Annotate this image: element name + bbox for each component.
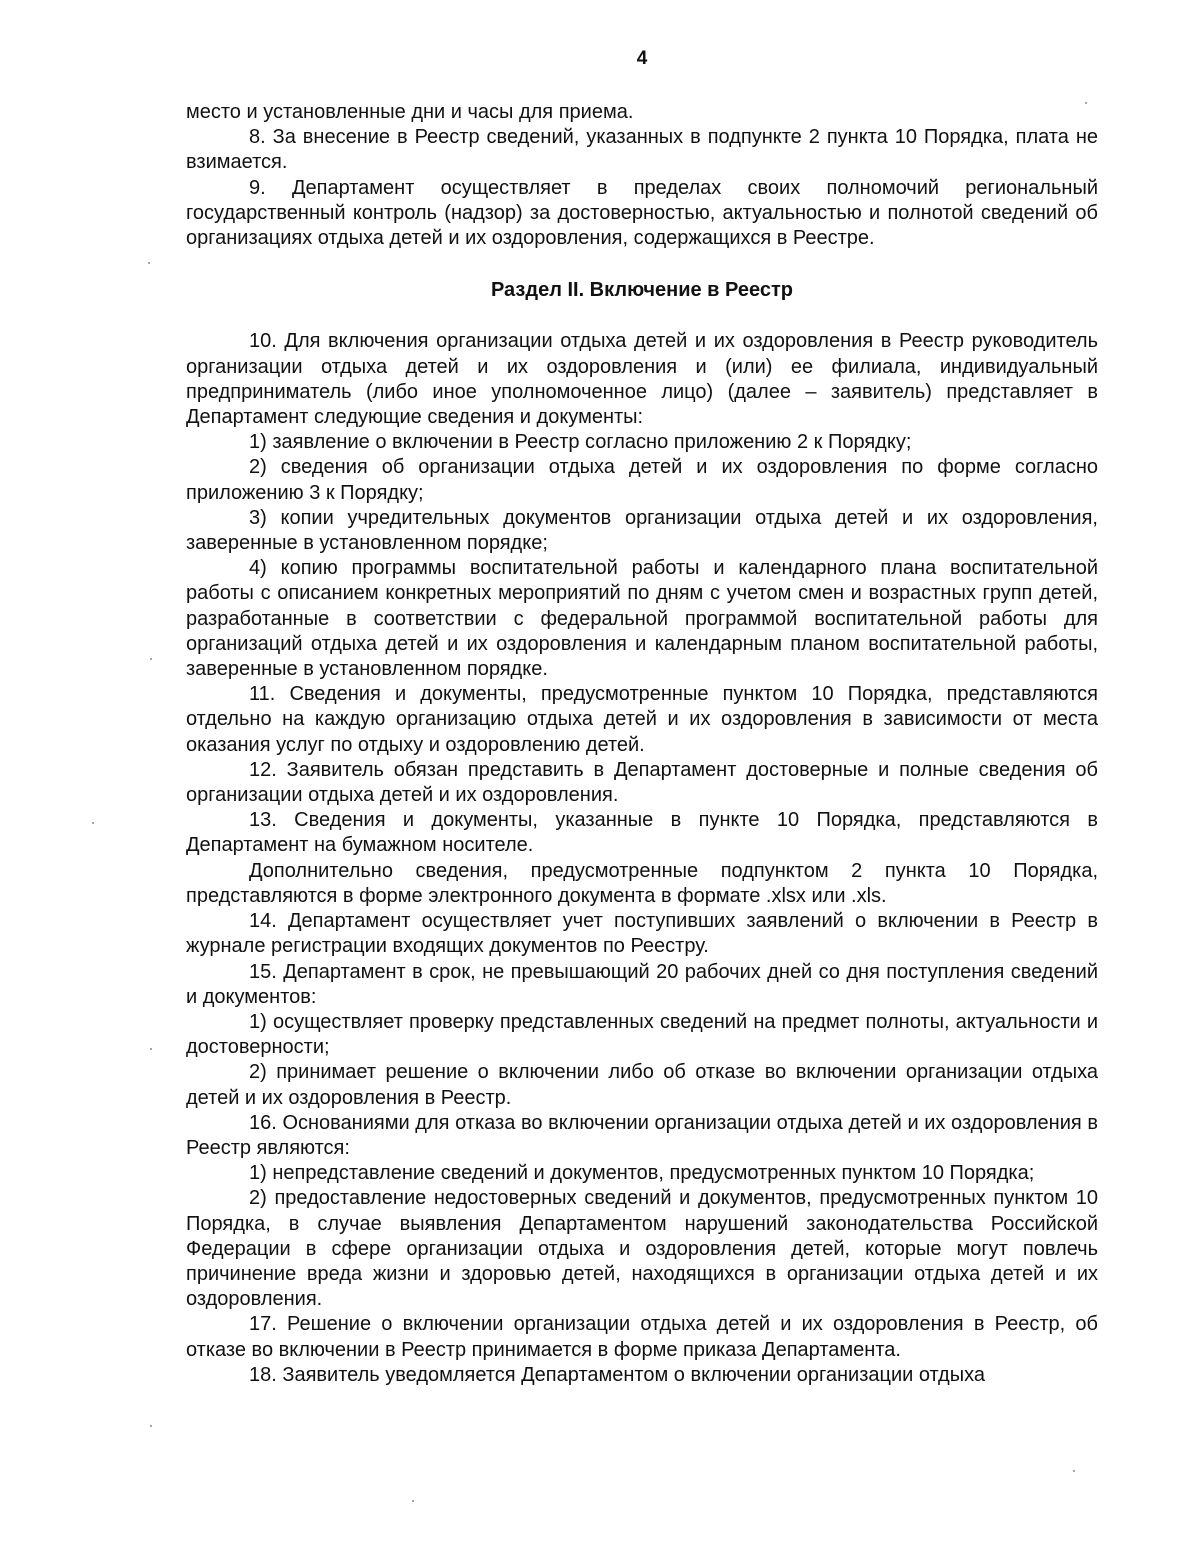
scan-speck [150, 1425, 152, 1427]
paragraph-18: 18. Заявитель уведомляется Департаментом о включении организации отдыха [249, 1363, 985, 1386]
paragraph-14: 14. Департамент осуществляет учет поступивших заявлений о включении в Реестр в журнале регистрации входящих документов по Реестру. [186, 910, 1098, 958]
scan-speck [148, 262, 150, 264]
paragraph-10-item-4: 4) копию программы воспитательной работы и календарного плана воспитательной работы с описанием конкретных мероприятий по дням с учетом смен и возрастных групп детей, разработанные в соответствии с федеральной программой воспитательной работы для организаций отдыха детей и их оздоровления и календарным планом воспитательной работы, заверенные в установленном порядке. [186, 557, 1098, 681]
paragraph-13-additional: Дополнительно сведения, предусмотренные подпунктом 2 пункта 10 Порядка, представляются в форме электронного документа в формате .xlsx или .xls. [186, 859, 1098, 907]
paragraph-12: 12. Заявитель обязан представить в Департамент достоверные и полные сведения об организации отдыха детей и их оздоровления. [186, 758, 1098, 807]
scan-speck [150, 658, 152, 660]
scan-speck [412, 1500, 414, 1502]
paragraph-16-item-2: 2) предоставление недостоверных сведений и документов, предусмотренных пунктом 10 Порядка, в случае выявления Департаментом нарушений законодательства Российской Федерации в сфере организации отдыха и оздоровления детей, которые могут повлечь причинение вреда жизни и здоровью детей, находящихся в организации отдыха детей и их оздоровления. [186, 1187, 1098, 1311]
paragraph-10: 10. Для включения организации отдыха детей и их оздоровления в Реестр руководитель организации отдыха детей и их оздоровления и (или) ее филиала, индивидуальный предприниматель (либо иное уполномоченное лицо) (далее – заявитель) представляет в Департамент следующие сведения и документы: [186, 330, 1098, 429]
paragraph-15-item-2: 2) принимает решение о включении либо об отказе во включении организации отдыха детей и их оздоровления в Реестр. [186, 1061, 1098, 1109]
paragraph-10-item-2: 2) сведения об организации отдыха детей и их оздоровления по форме согласно приложению 3 к Порядку; [186, 456, 1098, 504]
page-number: 4 [636, 48, 648, 69]
scan-speck [92, 822, 94, 824]
scan-speck [1073, 1470, 1075, 1472]
paragraph-16-item-1: 1) непредставление сведений и документов, предусмотренных пунктом 10 Порядка; [249, 1162, 1035, 1185]
scan-speck [1085, 102, 1087, 104]
paragraph-15-item-1: 1) осуществляет проверку представленных сведений на предмет полноты, актуальности и достоверности; [186, 1010, 1098, 1059]
scan-speck [150, 1048, 152, 1050]
paragraph-10-item-1: 1) заявление о включении в Реестр согласно приложению 2 к Порядку; [249, 431, 912, 454]
document-body [186, 100, 1098, 1388]
paragraph-15: 15. Департамент в срок, не превышающий 20 рабочих дней со дня поступления сведений и документов: [186, 960, 1098, 1008]
paragraph-16: 16. Основаниями для отказа во включении организации отдыха детей и их оздоровления в Реестр являются: [186, 1111, 1098, 1159]
paragraph-13: 13. Сведения и документы, указанные в пункте 10 Порядка, представляются в Департамент на бумажном носителе. [186, 809, 1098, 857]
paragraph-11: 11. Сведения и документы, предусмотренные пунктом 10 Порядка, представляются отдельно на каждую организацию отдыха детей и их оздоровления в зависимости от места оказания услуг по отдыху и оздоровлению детей. [186, 683, 1098, 756]
paragraph-10-item-3: 3) копии учредительных документов организации отдыха детей и их оздоровления, заверенные в установленном порядке; [186, 506, 1098, 555]
paragraph-8: 8. За внесение в Реестр сведений, указанных в подпункте 2 пункта 10 Порядка, плата не взимается. [186, 126, 1098, 174]
paragraph-continuation: место и установленные дни и часы для приема. [186, 101, 634, 123]
paragraph-9: 9. Департамент осуществляет в пределах своих полномочий региональный государственный контроль (надзор) за достоверностью, актуальностью и полнотой сведений об организациях отдыха детей и их оздоровления, содержащихся в Реестре. [186, 176, 1098, 250]
paragraph-17: 17. Решение о включении организации отдыха детей и их оздоровления в Реестр, об отказе во включении в Реестр принимается в форме приказа Департамента. [186, 1313, 1098, 1361]
section-heading: Раздел II. Включение в Реестр [490, 279, 793, 302]
